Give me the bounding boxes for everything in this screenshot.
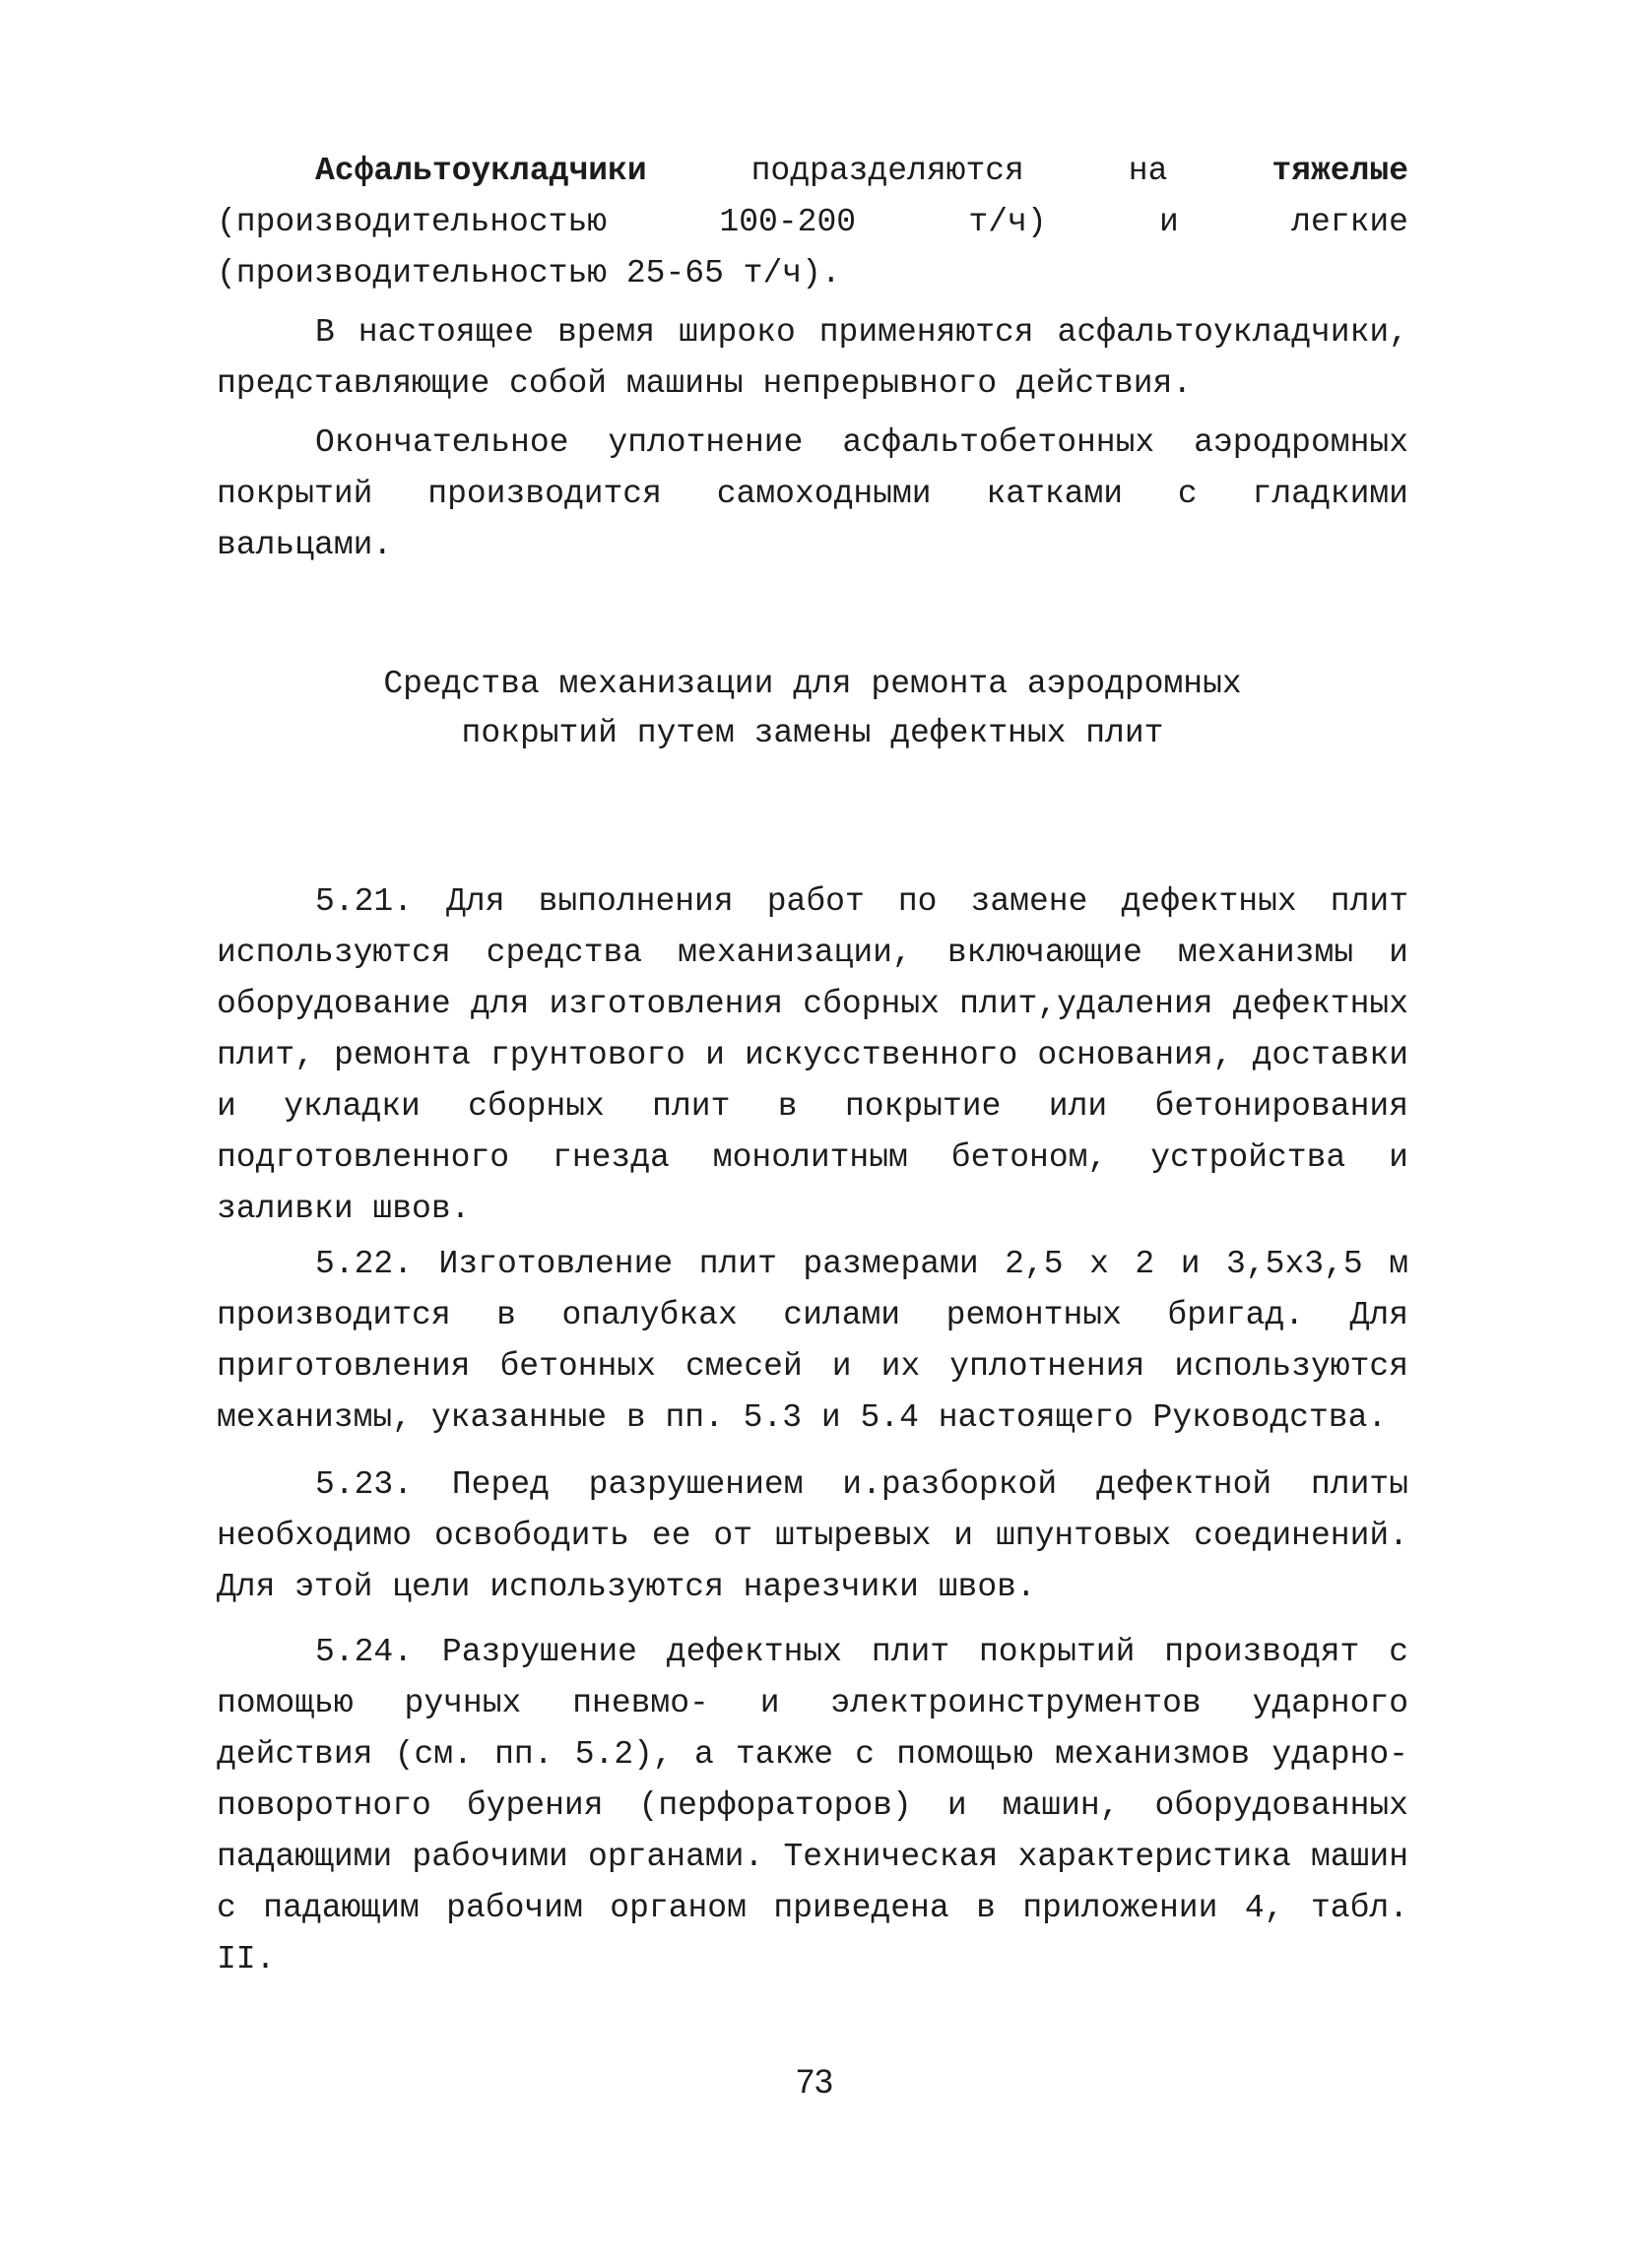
section-text: Перед разрушением и.разборкой дефектной плиты необходимо освободить ее от штыревых и шпунтовых соединений. Для этой цели используются нарезчики швов.: [217, 1466, 1408, 1605]
section-number: 5.22.: [315, 1246, 414, 1282]
section-number: 5.21.: [315, 883, 414, 920]
section-text: Для выполнения работ по замене дефектных плит используются средства механизации, включающие механизмы и оборудование для изготовления сборных плит,удаления дефектных плит, ремонта грунтового и искусственного основания, доставки и укладки сборных плит в покрытие или бетонирования подготовленного гнезда монолитным бетоном, устройства и заливки швов.: [217, 883, 1408, 1227]
section-number: 5.24.: [315, 1634, 414, 1670]
intro-paragraph-2: В настоящее время широко применяются асфальтоукладчики, представляющие собой машины непрерывного действия.: [217, 314, 1408, 402]
intro-paragraph-1-rest: (производительностью 100-200 т/ч) и легкие (производительностью 25-65 т/ч).: [217, 204, 1408, 292]
intro-paragraph-1: [217, 146, 1408, 299]
section-5-21: [217, 876, 1408, 1235]
section-5-22: [217, 1239, 1408, 1444]
intro-paragraph-1-mid: подразделяются на: [646, 153, 1272, 189]
section-5-24: [217, 1627, 1408, 1985]
section-text: Изготовление плит размерами 2,5 x 2 и 3,5x3,5 м производится в опалубках силами ремонтных бригад. Для приготовления бетонных смесей и их уплотнения используются механизмы, указанные в пп. 5.3 и 5.4 настоящего Руководства.: [217, 1246, 1408, 1436]
section-text: Разрушение дефектных плит покрытий производят с помощью ручных пневмо- и электроинструментов ударного действия (см. пп. 5.2), а также с помощью механизмов ударно-поворотного бурения (перфораторов) и машин, оборудованных падающими рабочими органами. Техническая характеристика машин с падающим рабочим органом приведена в приложении 4, табл. II.: [217, 1634, 1408, 1977]
section-heading-line-1: Средства механизации для ремонта аэродромных: [383, 666, 1242, 702]
term-asphalt-pavers: Асфальтоукладчики: [315, 153, 647, 189]
term-heavy: тяжелые: [1271, 153, 1408, 189]
section-number: 5.23.: [315, 1466, 414, 1503]
section-5-23: [217, 1459, 1408, 1613]
intro-paragraph-3: Окончательное уплотнение асфальтобетонных аэродромных покрытий производится самоходными катками с гладкими вальцами.: [217, 424, 1408, 563]
page-number: 73: [796, 2063, 833, 2101]
section-heading-line-2: покрытий путем замены дефектных плит: [461, 715, 1164, 751]
section-heading: [217, 660, 1408, 758]
